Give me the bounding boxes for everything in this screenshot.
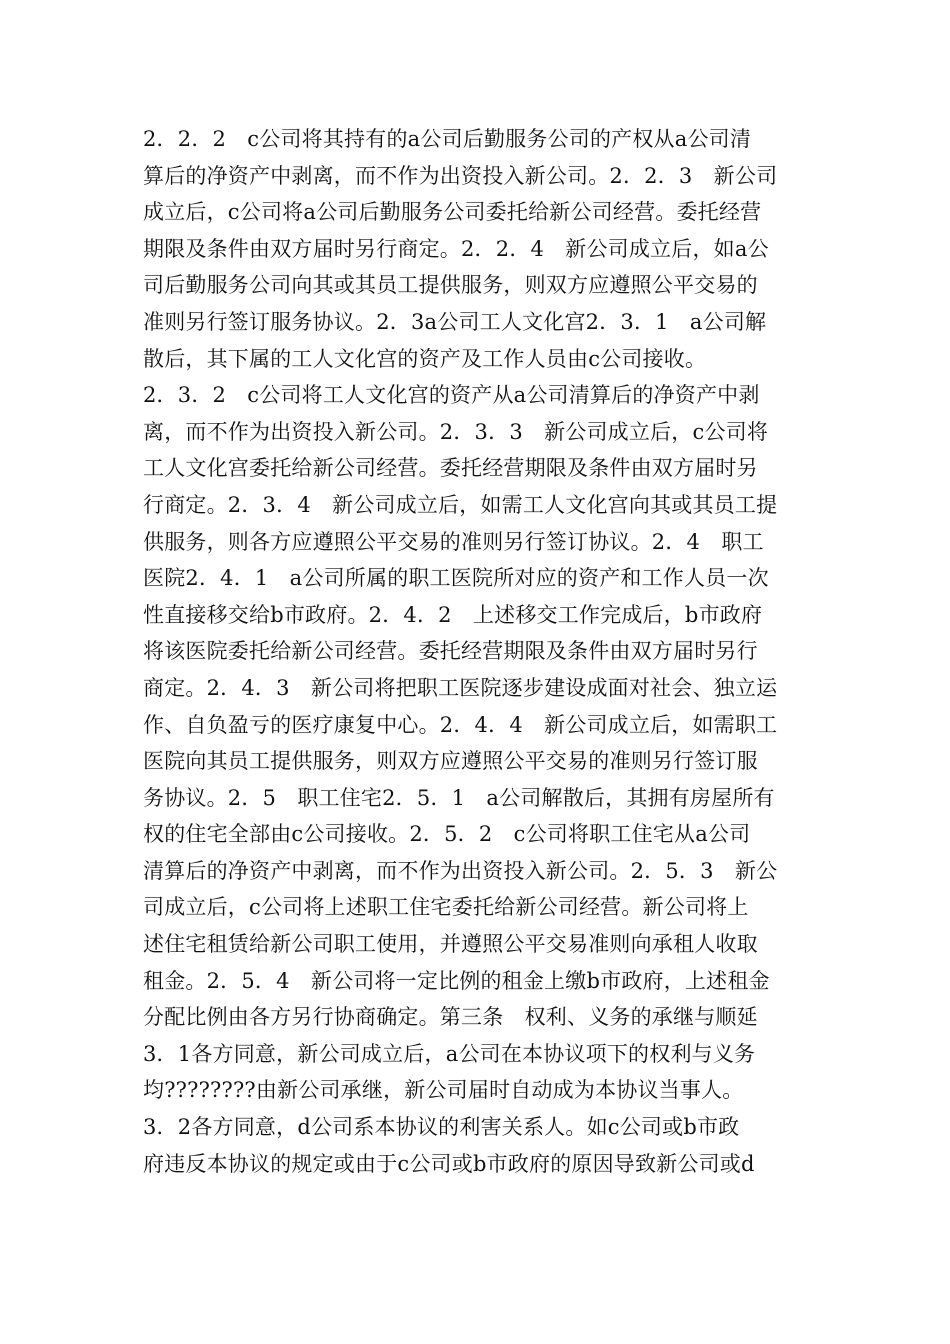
text-line: 行商定。2．3．4 新公司成立后，如需工人文化宫向其或其员工提: [143, 492, 778, 517]
text-line: 离，而不作为出资投入新公司。2．3．3 新公司成立后，c公司将: [143, 419, 769, 444]
text-line: 准则另行签订服务协议。2．3a公司工人文化宫2．3．1 a公司解: [143, 309, 767, 334]
text-line: 2．2．2 c公司将其持有的a公司后勤服务公司的产权从a公司清: [143, 127, 752, 151]
text-line: 2．3．2 c公司将工人文化宫的资产从a公司清算后的净资产中剥: [143, 383, 760, 408]
text-line: 将该医院委托给新公司经营。委托经营期限及条件由双方届时另行: [143, 639, 758, 664]
text-line: 医院向其员工提供服务，则双方应遵照公平交易的准则另行签订服: [143, 749, 758, 774]
text-line: 成立后，c公司将a公司后勤服务公司委托给新公司经营。委托经营: [143, 200, 762, 225]
text-line: 3．1各方同意，新公司成立后，a公司在本协议项下的权利与义务: [143, 1041, 756, 1066]
text-line: 租金。2．5．4 新公司将一定比例的租金上缴b市政府，上述租金: [143, 968, 770, 993]
text-line: 商定。2．4．3 新公司将把职工医院逐步建设成面对社会、独立运: [143, 675, 778, 700]
text-line: 分配比例由各方另行协商确定。第三条 权利、义务的承继与顺延: [143, 1005, 758, 1030]
body-text: [143, 121, 813, 1182]
text-line: 3．2各方同意，d公司系本协议的利害关系人。如c公司或b市政: [143, 1115, 740, 1140]
text-line: 司成立后，c公司将上述职工住宅委托给新公司经营。新公司将上: [143, 895, 749, 920]
text-line: 作、自负盈亏的医疗康复中心。2．4．4 新公司成立后，如需职工: [143, 712, 778, 737]
text-line: 司后勤服务公司向其或其员工提供服务，则双方应遵照公平交易的: [143, 273, 758, 298]
text-line: 性直接移交给b市政府。2．4．2 上述移交工作完成后，b市政府: [143, 602, 763, 627]
text-line: 府违反本协议的规定或由于c公司或b市政府的原因导致新公司或d: [143, 1151, 755, 1176]
text-line: 期限及条件由双方届时另行商定。2．2．4 新公司成立后，如a公: [143, 236, 769, 261]
text-line: 述住宅租赁给新公司职工使用，并遵照公平交易准则向承租人收取: [143, 932, 758, 957]
text-line: 务协议。2．5 职工住宅2．5．1 a公司解散后，其拥有房屋所有: [143, 785, 775, 810]
text-line: 散后，其下属的工人文化宫的资产及工作人员由c公司接收。: [143, 346, 707, 371]
text-line: 算后的净资产中剥离，而不作为出资投入新公司。2．2．3 新公司: [143, 163, 778, 188]
text-line: 均????????由新公司承继，新公司届时自动成为本协议当事人。: [143, 1078, 744, 1103]
text-line: 权的住宅全部由c公司接收。2．5．2 c公司将职工住宅从a公司: [143, 822, 751, 847]
text-line: 工人文化宫委托给新公司经营。委托经营期限及条件由双方届时另: [143, 456, 758, 481]
text-line: 清算后的净资产中剥离，而不作为出资投入新公司。2．5．3 新公: [143, 858, 778, 883]
text-line: 医院2．4．1 a公司所属的职工医院所对应的资产和工作人员一次: [143, 566, 769, 591]
text-line: 供服务，则各方应遵照公平交易的准则另行签订协议。2．4 职工: [143, 529, 764, 554]
